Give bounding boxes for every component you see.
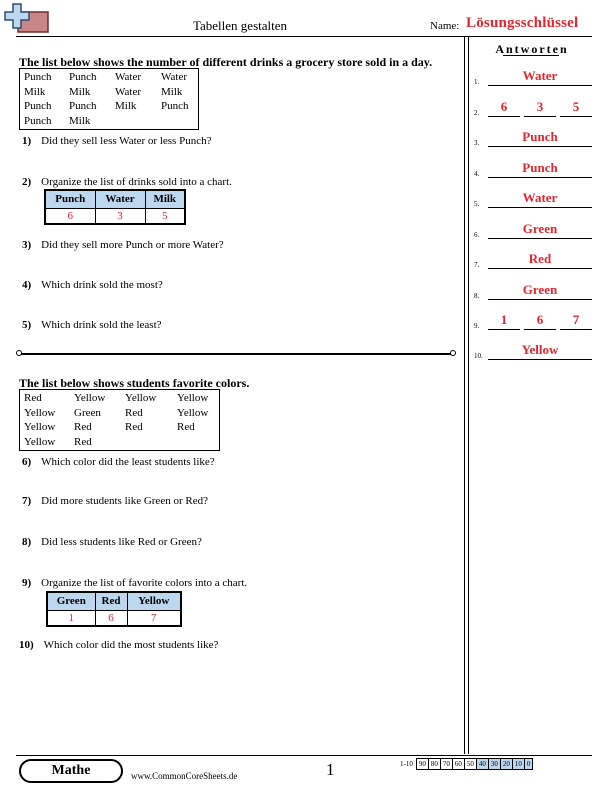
answer-number: 9. [474,322,480,330]
question-4 [22,275,163,293]
answer-line [488,299,592,300]
chart-header: Red [95,592,127,610]
answer-line [488,329,520,330]
score-cell: 20 [500,759,512,770]
score-cell: 0 [524,759,533,770]
answer-line [524,329,556,330]
chart-cell: 1 [47,610,95,626]
answer-value: Yellow [521,342,559,357]
list-item: Punch [161,100,189,112]
question-number: 9) [22,577,32,589]
answer-line [488,359,592,360]
question-1 [22,131,211,149]
question-8 [22,532,202,550]
list-item: Water [115,85,141,98]
answer-value: Green [522,282,558,297]
list-item: Red [24,392,42,404]
answer-row-6 [474,223,592,239]
chart-cell: 3 [95,208,145,224]
answer-value: 6 [500,99,508,114]
answer-number: 8. [474,292,480,300]
answer-row-8 [474,284,592,300]
colors-chart [46,591,182,627]
score-cell: 40 [476,759,488,770]
answer-line [488,116,520,117]
answer-number: 5. [474,200,480,208]
chart-header: Water [95,190,145,208]
divider-end-dot [450,350,456,356]
answer-row-1 [474,70,592,86]
question-number: 8) [22,536,32,548]
answer-number: 10. [474,352,483,360]
list-item: Water [161,71,187,83]
question-number: 5) [22,319,32,331]
list-item: Red [177,421,195,433]
question-number: 3) [22,239,32,251]
answer-number: 6. [474,231,480,239]
colors-list [19,389,220,451]
question-text: Which color did the most students like? [43,639,219,651]
answer-row-2 [474,101,592,117]
score-table [398,758,533,770]
list-item: Yellow [125,392,157,404]
answers-heading: Antworten [495,42,569,56]
list-item: Green [74,406,101,419]
question-3 [22,235,224,253]
question-number: 6) [22,456,32,468]
question-9 [22,573,247,591]
chart-cell: 7 [127,610,181,626]
score-cell: 50 [464,759,476,770]
question-text: Which drink sold the least? [41,319,162,331]
list-item: Punch [69,100,97,112]
question-number: 10) [19,639,34,651]
list-item: Red [74,435,92,448]
answer-line [560,329,592,330]
chart-header: Yellow [127,592,181,610]
section-divider [19,353,453,355]
column-divider-left [464,36,465,754]
answer-row-10 [474,344,592,360]
score-cell: 70 [440,759,452,770]
worksheet-title: Tabellen gestalten [192,18,288,33]
question-text: Which drink sold the most? [41,279,163,291]
chart-header: Green [47,592,95,610]
chart-header: Milk [145,190,185,208]
chart-cell: 6 [45,208,95,224]
list-item: Yellow [177,392,209,404]
answer-value: 1 [500,312,508,327]
answer-row-5 [474,192,592,208]
chart-cell: 5 [145,208,185,224]
section1-heading: The list below shows the number of different drinks a grocery store sold in a day. [19,55,433,69]
score-range-label: 1-10 [400,760,413,768]
list-item: Milk [115,100,137,112]
list-item: Yellow [24,421,56,433]
answer-value: 7 [572,312,580,327]
score-cell: 90 [416,759,428,770]
answer-value: Green [522,221,558,236]
answer-line [488,207,592,208]
section2-heading: The list below shows students favorite colors. [19,376,250,390]
answer-value: Water [522,190,558,205]
question-number: 2) [22,176,32,188]
page-number: 1 [326,760,335,779]
drinks-list [19,68,199,130]
list-item: Red [125,406,143,419]
list-item: Yellow [177,406,209,419]
answer-number: 1. [474,78,480,86]
answer-value: Red [528,251,552,266]
answer-value: 5 [572,99,580,114]
question-text: Did they sell less Water or less Punch? [41,135,212,147]
chart-cell: 6 [95,610,127,626]
answer-line [488,238,592,239]
question-text: Organize the list of drinks sold into a chart. [41,176,232,188]
answer-value: Punch [522,160,558,175]
question-text: Which color did the least students like? [41,456,215,468]
list-item: Milk [161,85,183,98]
question-number: 4) [22,279,32,291]
answer-line [488,85,592,86]
list-item: Yellow [74,392,106,404]
question-6 [22,452,215,470]
question-7 [22,491,208,509]
list-item: Punch [24,114,52,127]
answer-row-3 [474,131,592,147]
question-10 [19,635,218,653]
name-label: Name: [430,20,460,32]
question-text: Did more students like Green or Red? [41,495,208,507]
answer-value: 6 [536,312,544,327]
question-2 [22,172,232,190]
list-item: Punch [24,71,52,83]
answer-line [488,177,592,178]
list-item: Milk [24,85,46,98]
answers-heading-underline [503,55,559,56]
answer-row-9 [474,314,592,330]
answer-value: 3 [536,99,544,114]
question-number: 1) [22,135,32,147]
question-text: Did less students like Red or Green? [41,536,202,548]
answer-key-title: Lösungsschlüssel [466,15,579,31]
score-cell: 60 [452,759,464,770]
answer-line [560,116,592,117]
question-text: Did they sell more Punch or more Water? [41,239,224,251]
header-rule [16,36,592,37]
answer-value: Punch [522,129,558,144]
score-cell: 10 [512,759,524,770]
divider-end-dot [16,350,22,356]
subject-badge: Mathe [19,759,123,783]
answer-value: Water [522,68,558,83]
answer-line [488,268,592,269]
score-cell: 30 [488,759,500,770]
question-5 [22,315,162,333]
score-cell: 80 [428,759,440,770]
footer-rule [16,755,592,756]
answer-row-4 [474,162,592,178]
column-divider-right [468,36,469,754]
drinks-chart [44,189,186,225]
question-number: 7) [22,495,32,507]
answer-line [524,116,556,117]
list-item: Red [125,421,143,433]
list-item: Punch [24,100,52,112]
answer-number: 2. [474,109,480,117]
answer-number: 7. [474,261,480,269]
chart-header: Punch [45,190,95,208]
list-item: Punch [69,71,97,83]
answer-line [488,146,592,147]
list-item: Milk [69,85,91,98]
answer-number: 4. [474,170,480,178]
list-item: Yellow [24,406,56,419]
footer-url: www.CommonCoreSheets.de [131,771,238,781]
list-item: Water [115,71,141,83]
question-text: Organize the list of favorite colors into a chart. [41,577,248,589]
list-item: Red [74,421,92,433]
list-item: Milk [69,114,91,127]
answer-number: 3. [474,139,480,147]
answer-row-7 [474,253,592,269]
list-item: Yellow [24,435,56,448]
